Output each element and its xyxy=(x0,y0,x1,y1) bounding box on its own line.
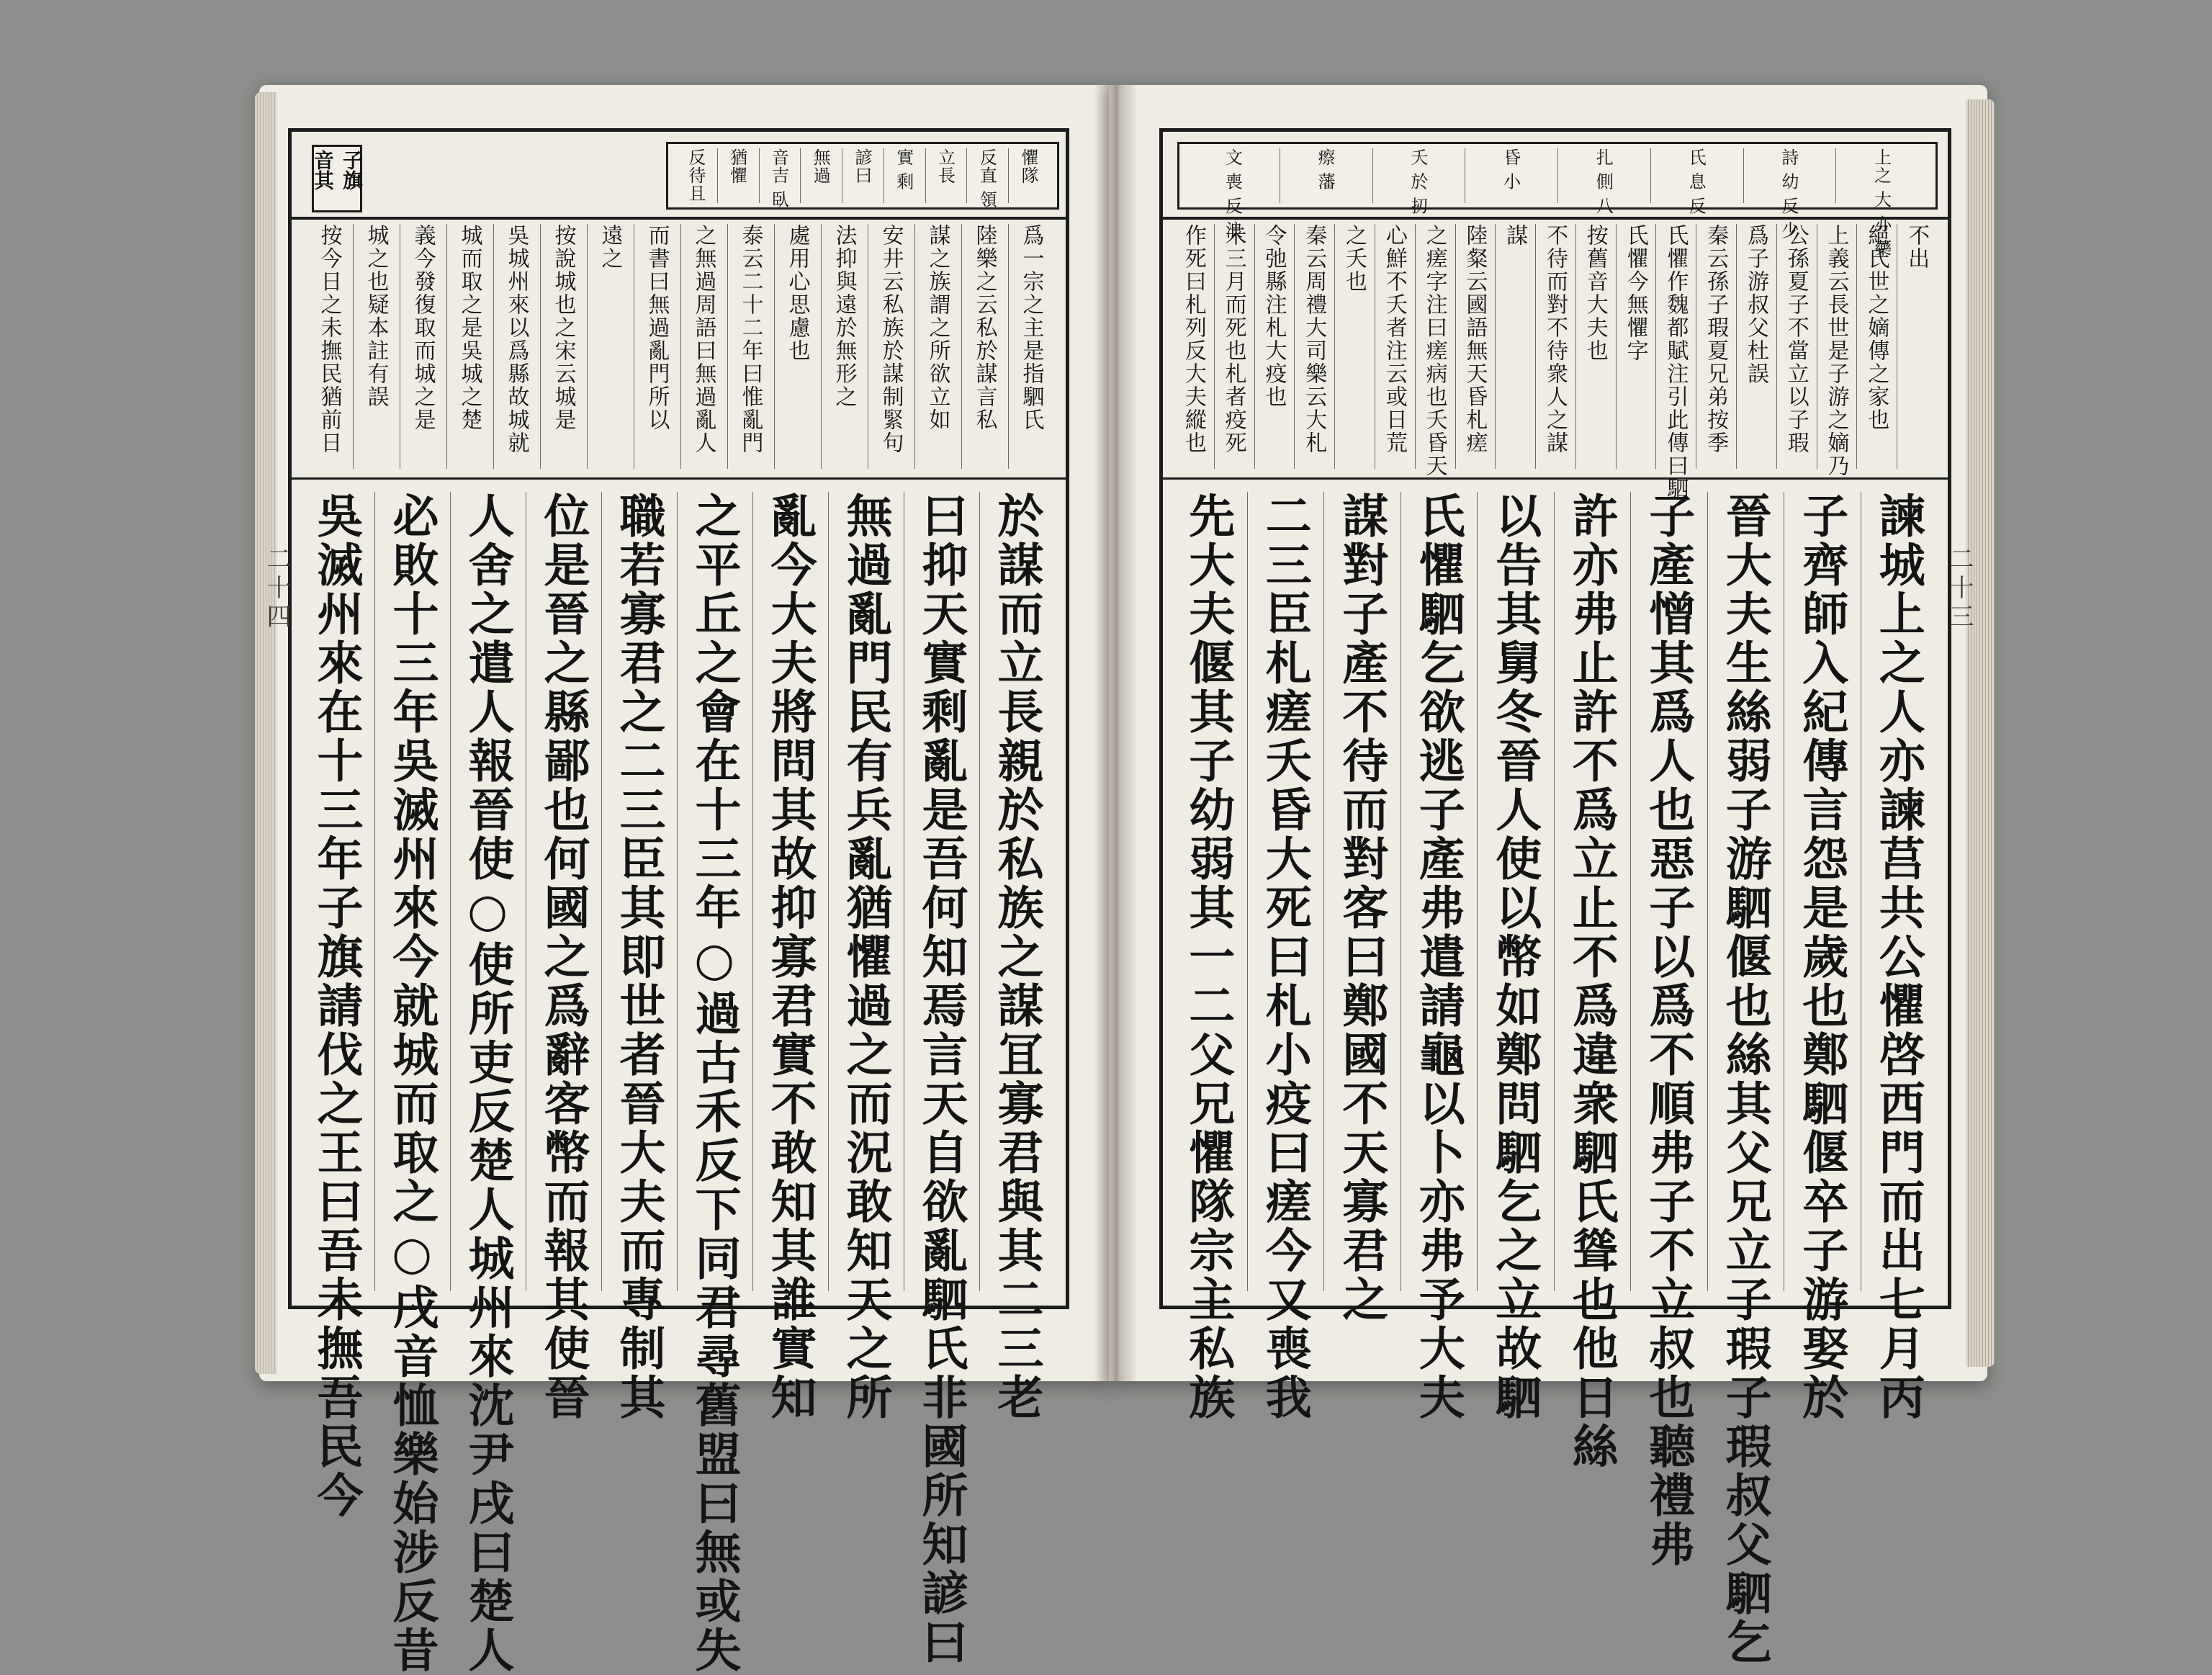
book-gutter xyxy=(1094,85,1138,1381)
annotation-column: 作死曰札列反大夫縱也 xyxy=(1180,224,1206,454)
annotation-column: 城之也疑本註有誤 xyxy=(363,224,389,408)
annotation-column: 遠之 xyxy=(597,224,623,270)
column-rule xyxy=(540,224,541,469)
annotation-column: 氏懼今無懼字 xyxy=(1622,224,1648,362)
right-annotation-divider xyxy=(1163,477,1948,480)
column-rule xyxy=(759,148,760,203)
annotation-column: 按舊音大夫也 xyxy=(1582,224,1608,362)
annotation-column: 秦云孫子瑕夏兄弟按季 xyxy=(1703,224,1729,454)
header-note-column: 音吉 臥 xyxy=(768,148,789,209)
left-header-band xyxy=(292,132,1066,220)
left-page-frame xyxy=(288,128,1069,1675)
column-rule xyxy=(353,224,354,469)
column-rule xyxy=(1415,224,1416,469)
open-book xyxy=(259,85,1987,1675)
column-rule xyxy=(1008,224,1009,469)
column-rule xyxy=(1008,148,1009,203)
annotation-column: 謀之族謂之所欲立如 xyxy=(925,224,950,431)
annotation-column: 不待而對不待衆人之謀 xyxy=(1542,224,1568,454)
column-rule xyxy=(752,492,753,1291)
column-rule xyxy=(1254,224,1255,469)
header-note-column: 扎 側 八 xyxy=(1593,148,1614,215)
annotation-column: 爲一宗之主是指駟氏 xyxy=(1018,224,1044,431)
column-rule xyxy=(1334,224,1335,469)
annotation-column: 上義云長世是子游之嫡乃 xyxy=(1823,224,1849,477)
column-rule xyxy=(800,148,801,203)
header-note-column: 昏 小 xyxy=(1500,148,1521,191)
right-page xyxy=(1109,85,1987,1667)
column-rule xyxy=(1630,492,1631,1291)
column-rule xyxy=(774,224,775,469)
main-text-column: 位是晉之縣鄙也何國之爲辭客幣而報其使晉 xyxy=(536,492,590,1422)
right-page-frame xyxy=(1159,128,1951,1667)
annotation-column: 令弛縣注札大疫也 xyxy=(1261,224,1287,408)
annotation-column: 法抑與遠於無形之 xyxy=(831,224,857,408)
right-side-label xyxy=(1942,546,1977,632)
main-text-column: 謀對子產不待而對客曰鄭國不天寡君之 xyxy=(1334,492,1389,1324)
column-rule xyxy=(1214,224,1215,469)
annotation-column: 未三月而死也札者疫死 xyxy=(1220,224,1246,454)
header-note-column: 夭 於 扨 xyxy=(1407,148,1428,215)
column-rule xyxy=(601,492,602,1291)
annotation-column: 處用心思慮也 xyxy=(784,224,810,362)
column-rule xyxy=(828,492,829,1291)
main-text-column: 以告其舅冬晉人使以幣如鄭問駟乞之立故駟 xyxy=(1488,492,1542,1422)
column-rule xyxy=(1557,148,1558,203)
column-rule xyxy=(821,224,822,469)
annotation-column: 陸粲云國語無天昏札瘥 xyxy=(1462,224,1488,454)
column-rule xyxy=(374,492,375,1291)
header-note-column: 諺曰 xyxy=(852,148,872,184)
annotation-column: 義今發復取而城之是 xyxy=(410,224,436,431)
column-rule xyxy=(1535,224,1536,469)
column-rule xyxy=(1372,148,1373,203)
annotation-column: 吳城州來以爲縣故城就 xyxy=(503,224,529,454)
column-rule xyxy=(1650,148,1651,203)
annotation-column: 之無過周語曰無過亂人 xyxy=(691,224,716,454)
annotation-column: 公孫夏子不當立以子瑕 xyxy=(1783,224,1809,454)
main-text-column: 曰抑天實剩亂是吾何知焉言天自欲亂駟氏非國所知諺曰 xyxy=(914,492,968,1667)
column-rule xyxy=(966,148,967,203)
left-page xyxy=(259,85,1109,1675)
left-header-notes-box xyxy=(666,142,1059,210)
column-rule xyxy=(925,148,926,203)
column-rule xyxy=(1743,148,1744,203)
header-note-column: 上之 大 亦 藥 xyxy=(1871,148,1892,257)
column-rule xyxy=(450,492,451,1291)
main-text-column: 無過亂門民有兵亂猶懼過之而況敢知天之所 xyxy=(838,492,893,1422)
main-text-column: 必敗十三年吳滅州來今就城而取之○戌音恤樂始涉反昔 xyxy=(385,492,439,1675)
annotation-column: 按說城也之宋云城是 xyxy=(550,224,576,431)
column-rule xyxy=(961,224,962,469)
column-rule xyxy=(446,224,447,469)
column-rule xyxy=(727,224,728,469)
header-note-column: 瘵 藩 xyxy=(1315,148,1336,191)
main-text-column: 先大夫偃其子幼弱其一二父兄懼隊宗主私族 xyxy=(1181,492,1236,1422)
main-text-column: 氏懼駟乞欲逃子產弗遣請龜以卜亦弗予大夫 xyxy=(1411,492,1465,1422)
column-rule xyxy=(979,492,980,1291)
annotation-column: 謀 xyxy=(1502,224,1528,247)
annotation-column: 城而取之是吳城之楚 xyxy=(457,224,482,431)
column-rule xyxy=(680,224,681,469)
annotation-column: 秦云周禮大司樂云大札 xyxy=(1301,224,1327,454)
left-page-edges xyxy=(255,92,276,1374)
column-rule xyxy=(1776,224,1777,469)
left-annotation-divider xyxy=(292,477,1066,480)
header-note-column: 詩 幼 反 少 xyxy=(1778,148,1799,239)
column-rule xyxy=(1835,148,1836,203)
column-rule xyxy=(1736,224,1737,469)
annotation-column: 泰云二十二年曰惟亂門 xyxy=(737,224,763,454)
column-rule xyxy=(914,224,915,469)
left-page-number: 二十四 xyxy=(262,546,291,632)
annotation-column: 不出 xyxy=(1904,224,1930,270)
column-rule xyxy=(1477,492,1478,1291)
column-rule xyxy=(493,224,494,469)
right-page-number: 二十三 xyxy=(1945,546,1974,632)
header-note-column: 猶懼 xyxy=(727,148,747,184)
column-rule xyxy=(1495,224,1496,469)
main-text-column: 人舍之遣人報晉使○使所吏反楚人城州來沈尹戌曰楚人 xyxy=(460,492,515,1675)
main-text-column: 職若寡君之二三臣其即世者晉大夫而專制其 xyxy=(611,492,666,1422)
annotation-column: 陸樂之云私於謀言私 xyxy=(971,224,997,431)
header-note-column: 反直 領 xyxy=(976,148,997,209)
column-rule xyxy=(717,148,718,203)
label-box-ziqi xyxy=(312,145,362,212)
left-side-label xyxy=(259,546,295,632)
header-note-column: 無過 xyxy=(810,148,831,184)
column-rule xyxy=(1575,224,1576,469)
main-text-column: 亂今大夫將問其故抑寡君實不敢知其誰實知 xyxy=(763,492,817,1422)
header-note-column: 反待且 xyxy=(685,148,706,202)
annotation-column: 絕氏世之嫡傳之家也 xyxy=(1863,224,1889,431)
main-text-column: 許亦弗止許不爲立止不爲違衆駟氏聳也他日絲 xyxy=(1564,492,1619,1471)
column-rule xyxy=(1655,224,1656,469)
column-rule xyxy=(1455,224,1456,469)
annotation-column: 之夭也 xyxy=(1341,224,1367,293)
column-rule xyxy=(1247,492,1248,1291)
main-text-column: 於謀而立長親於私族之謀冝寡君與其二三老 xyxy=(989,492,1044,1422)
annotation-column: 按今日之未撫民猶前日 xyxy=(316,224,342,454)
annotation-column: 安井云私族於謀制緊句 xyxy=(878,224,904,454)
annotation-column: 爲子游叔父杜誤 xyxy=(1743,224,1768,385)
column-rule xyxy=(1616,224,1617,469)
main-text-column: 子齊師入紀傳言怨是歲也鄭駟偃卒子游娶於 xyxy=(1794,492,1849,1422)
column-rule xyxy=(1323,492,1324,1291)
column-rule xyxy=(1554,492,1555,1291)
main-text-column: 晉大夫生絲弱子游駟偃也絲其父兄立子瑕子瑕叔父駟乞 xyxy=(1717,492,1772,1667)
header-note-column: 文 喪 反 浪 xyxy=(1222,148,1243,239)
header-note-column: 立長 xyxy=(935,148,956,184)
annotation-column: 心鮮不夭者注云或日荒 xyxy=(1381,224,1407,454)
main-text-column: 之平丘之會在十三年○過古禾反下同君尋舊盟曰無或失 xyxy=(687,492,742,1675)
main-text-column: 二三臣札瘥夭昏大死曰札小疫曰瘥今又喪我 xyxy=(1257,492,1312,1422)
column-rule xyxy=(677,492,678,1291)
main-text-column: 吳滅州來在十三年子旗請伐之王曰吾未撫吾民今 xyxy=(309,492,364,1520)
main-text-column: 諫城上之人亦諫莒共公懼啓西門而出七月丙 xyxy=(1871,492,1925,1422)
label-box-text: 子旗 音其 xyxy=(311,150,364,190)
header-note-column: 實 剩 xyxy=(893,148,914,191)
column-rule xyxy=(1856,224,1857,469)
header-note-column: 氏 息 反 xyxy=(1686,148,1707,215)
annotation-column: 之瘥字注曰瘥病也夭昏天 xyxy=(1421,224,1447,477)
header-note-column: 懼隊 xyxy=(1018,148,1039,184)
main-text-column: 子產憎其爲人也惡子以爲不順弗子不立叔也聽禮弗 xyxy=(1641,492,1696,1569)
annotation-column: 而書曰無過亂門所以 xyxy=(644,224,670,431)
column-rule xyxy=(587,224,588,469)
column-rule xyxy=(1294,224,1295,469)
annotation-column: 氏懼作魏都賦注引此傳曰駟 xyxy=(1663,224,1689,500)
right-page-edges xyxy=(1966,99,1995,1367)
column-rule xyxy=(1707,492,1708,1291)
